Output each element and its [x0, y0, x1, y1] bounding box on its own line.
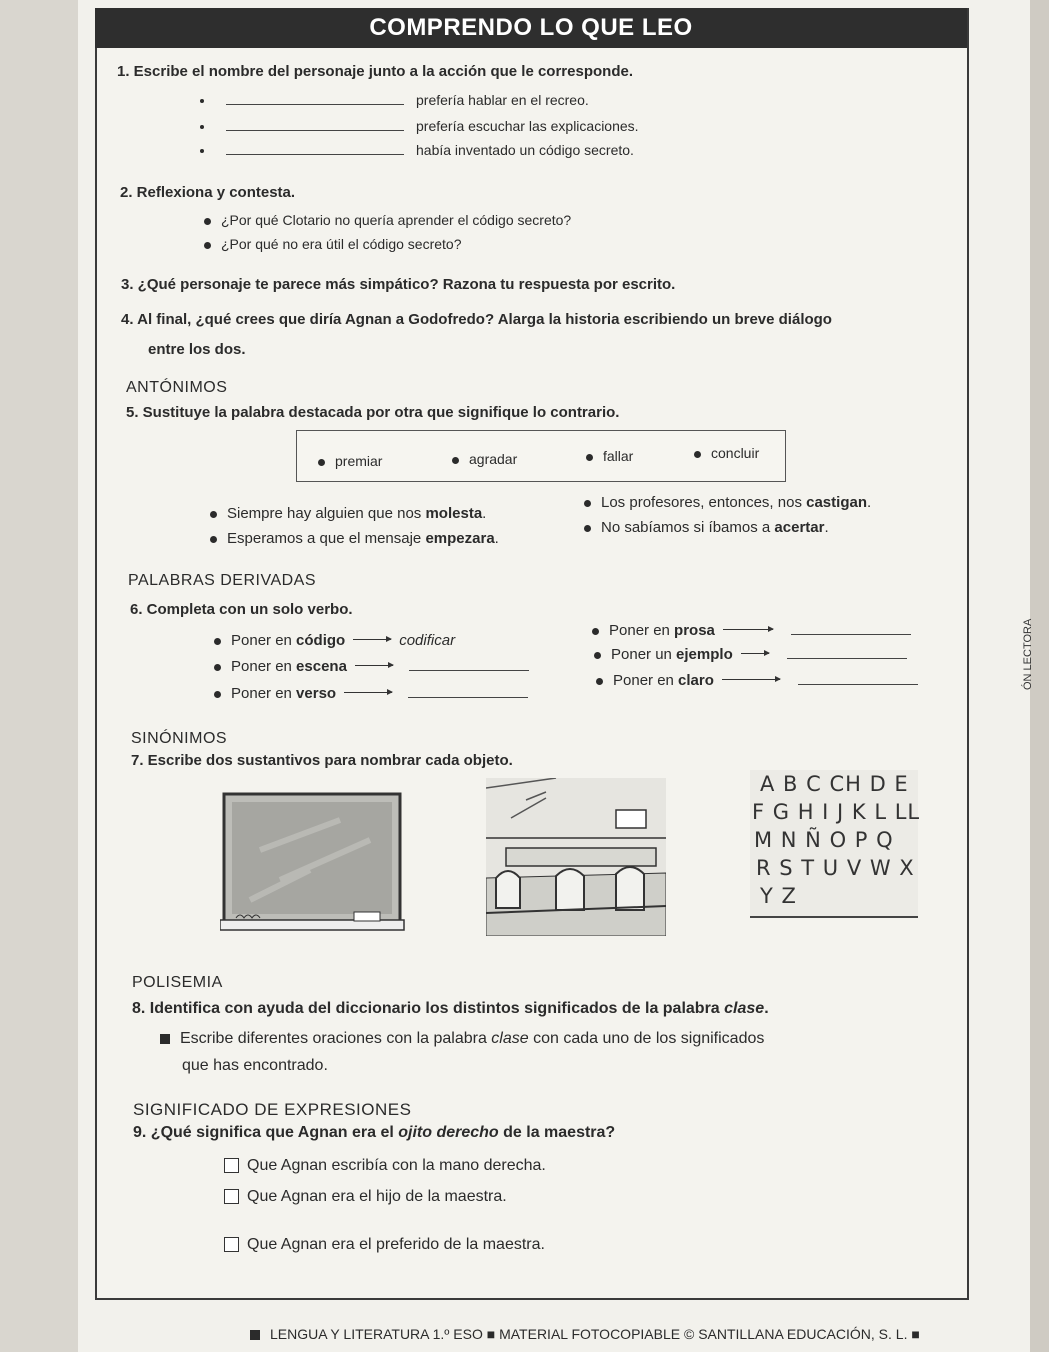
- q3-prompt: 3. ¿Qué personaje te parece más simpático? Razona tu respuesta por escrito.: [121, 276, 676, 293]
- section-heading-polisemia: POLISEMIA: [132, 974, 223, 991]
- word-bank-item: premiar: [318, 453, 382, 469]
- q8-subprompt-cont: que has encontrado.: [182, 1057, 328, 1074]
- q1-item: prefería hablar en el recreo.: [200, 92, 589, 108]
- antonym-sentence: No sabíamos si íbamos a acertar.: [584, 519, 829, 536]
- arrow-right-icon: [722, 679, 780, 680]
- q5-prompt: 5. Sustituye la palabra destacada por otra que signifique lo contrario.: [126, 404, 620, 421]
- bullet-icon: [200, 149, 204, 153]
- bullet-icon: [214, 638, 221, 645]
- bullet-icon: [214, 664, 221, 671]
- answer-blank[interactable]: [409, 658, 529, 671]
- q2-prompt: 2. Reflexiona y contesta.: [120, 184, 296, 201]
- q9-option[interactable]: Que Agnan era el hijo de la maestra.: [224, 1188, 507, 1206]
- page-title: COMPRENDO LO QUE LEO: [95, 8, 967, 48]
- q1-item: había inventado un código secreto.: [200, 142, 634, 158]
- antonym-sentence: Esperamos a que el mensaje empezara.: [210, 530, 499, 547]
- section-heading-expresiones: SIGNIFICADO DE EXPRESIONES: [133, 1100, 412, 1119]
- derivation-item: Poner en escena: [214, 658, 529, 675]
- q1-prompt: 1. Escribe el nombre del personaje junto a la acción que le corresponde.: [117, 63, 633, 80]
- bullet-icon: [594, 652, 601, 659]
- q9-prompt: 9. ¿Qué significa que Agnan era el ojito derecho de la maestra?: [133, 1124, 616, 1141]
- bullet-icon: [584, 500, 591, 507]
- answer-line[interactable]: [226, 142, 404, 155]
- derivation-item: Poner en código codificar: [214, 632, 455, 649]
- checkbox[interactable]: [224, 1158, 239, 1173]
- word-bank-item: agradar: [452, 451, 517, 467]
- bullet-icon: [318, 459, 325, 466]
- q2-item: ¿Por qué Clotario no quería aprender el código secreto?: [204, 212, 571, 228]
- bullet-icon: [596, 678, 603, 685]
- q2-item: ¿Por qué no era útil el código secreto?: [204, 236, 461, 252]
- section-heading-antonimos: ANTÓNIMOS: [126, 379, 228, 396]
- alphabet-chart-illustration: A B C CH D E F G H I J K L LL M N Ñ O P Q R S T U V W X Y Z: [750, 770, 918, 918]
- word-bank-item: concluir: [694, 445, 759, 461]
- bullet-icon: [210, 536, 217, 543]
- q8-subprompt: Escribe diferentes oraciones con la palabra clase con cada uno de los significados: [160, 1030, 764, 1048]
- derivation-item: Poner un ejemplo: [594, 646, 907, 663]
- arrow-right-icon: [344, 692, 392, 693]
- bullet-icon: [204, 218, 211, 225]
- bullet-icon: [214, 691, 221, 698]
- antonym-sentence: Los profesores, entonces, nos castigan.: [584, 494, 871, 511]
- arrow-right-icon: [741, 653, 769, 654]
- square-bullet-icon: [160, 1034, 170, 1044]
- bullet-icon: [694, 451, 701, 458]
- bullet-icon: [452, 457, 459, 464]
- answer-line[interactable]: [226, 118, 404, 131]
- answer-blank[interactable]: [791, 622, 911, 635]
- q7-prompt: 7. Escribe dos sustantivos para nombrar cada objeto.: [131, 752, 513, 769]
- arrow-right-icon: [355, 665, 393, 666]
- square-bullet-icon: [250, 1330, 260, 1340]
- q9-option[interactable]: Que Agnan era el preferido de la maestra.: [224, 1236, 545, 1254]
- q6-prompt: 6. Completa con un solo verbo.: [130, 601, 353, 618]
- bullet-icon: [204, 242, 211, 249]
- bullet-icon: [592, 628, 599, 635]
- derivation-item: Poner en claro: [596, 672, 918, 689]
- blackboard-illustration: [220, 790, 406, 935]
- section-heading-sinonimos: SINÓNIMOS: [131, 730, 228, 747]
- word-bank-item: fallar: [586, 448, 633, 464]
- checkbox[interactable]: [224, 1189, 239, 1204]
- q8-prompt: 8. Identifica con ayuda del diccionario los distintos significados de la palabra clase.: [132, 1000, 769, 1017]
- classroom-illustration: [486, 778, 666, 936]
- antonym-sentence: Siempre hay alguien que nos molesta.: [210, 505, 486, 522]
- bullet-icon: [584, 525, 591, 532]
- section-heading-derivadas: PALABRAS DERIVADAS: [128, 572, 317, 589]
- derivation-item: Poner en prosa: [592, 622, 911, 639]
- arrow-right-icon: [353, 639, 391, 640]
- bullet-icon: [200, 125, 204, 129]
- answer-blank[interactable]: [408, 685, 528, 698]
- q4-prompt: 4. Al final, ¿qué crees que diría Agnan a Godofredo? Alarga la historia escribiendo un breve diálogo: [121, 311, 832, 328]
- q1-item: prefería escuchar las explicaciones.: [200, 118, 639, 134]
- q4-prompt-cont: entre los dos.: [148, 341, 246, 358]
- arrow-right-icon: [723, 629, 773, 630]
- derivation-item: Poner en verso: [214, 685, 528, 702]
- q9-option[interactable]: Que Agnan escribía con la mano derecha.: [224, 1157, 546, 1175]
- answer-line[interactable]: [226, 92, 404, 105]
- bullet-icon: [210, 511, 217, 518]
- answer-blank[interactable]: [787, 646, 907, 659]
- footer: LENGUA Y LITERATURA 1.º ESO ■ MATERIAL FOTOCOPIABLE © SANTILLANA EDUCACIÓN, S. L. ■: [250, 1326, 920, 1342]
- side-label: ÓN LECTORA: [1022, 618, 1034, 690]
- answer-blank[interactable]: [798, 672, 918, 685]
- checkbox[interactable]: [224, 1237, 239, 1252]
- bullet-icon: [200, 99, 204, 103]
- bullet-icon: [586, 454, 593, 461]
